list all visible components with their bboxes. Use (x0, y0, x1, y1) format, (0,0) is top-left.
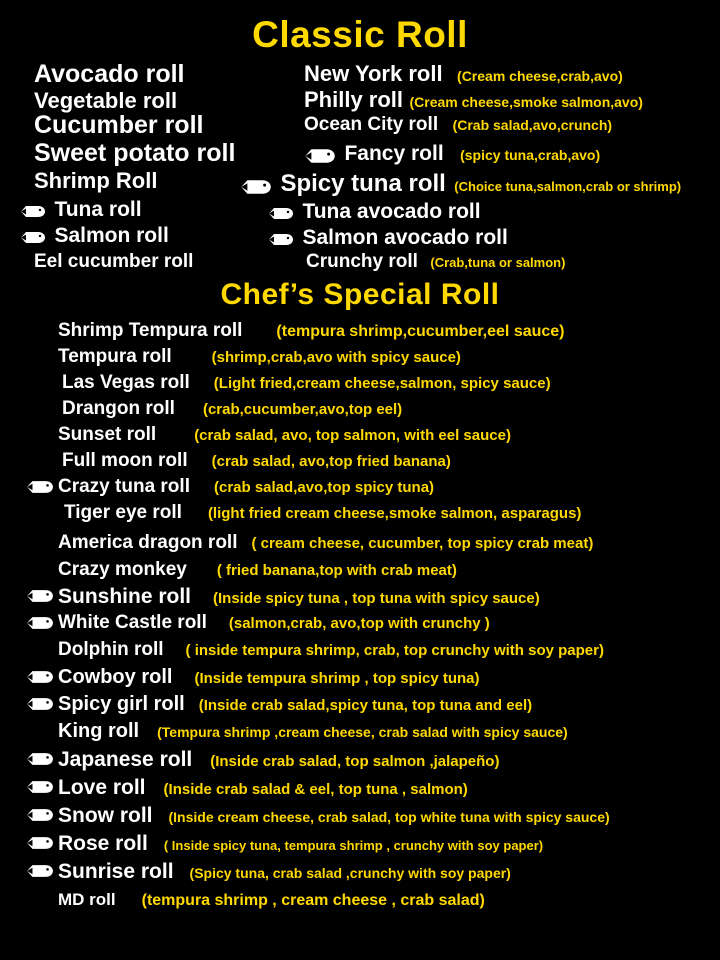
item-description: (Crab salad,avo,crunch) (452, 117, 613, 133)
list-item (62, 398, 402, 420)
list-item (268, 200, 481, 224)
item-name: Cucumber roll (34, 111, 204, 139)
item-name: Full moon roll (62, 450, 188, 471)
item-description: ( fried banana,top with crab meat) (216, 562, 457, 579)
list-item (20, 198, 142, 222)
item-name: Salmon roll (54, 224, 169, 247)
item-name: Love roll (58, 776, 146, 799)
fish-icon (26, 480, 54, 499)
item-name: Las Vegas roll (62, 372, 190, 393)
chef-special-roll-list (0, 318, 720, 948)
item-name: Crazy tuna roll (58, 476, 190, 497)
fish-icon (26, 616, 54, 635)
item-name: Tempura roll (58, 346, 172, 367)
item-name: New York roll (304, 61, 443, 86)
item-description: (Inside tempura shrimp , top spicy tuna) (194, 670, 480, 687)
item-description: (salmon,crab, avo,top with crunchy ) (228, 615, 490, 632)
fish-icon (268, 207, 294, 220)
fish-icon (26, 836, 54, 855)
list-item (58, 666, 480, 689)
item-description: (spicy tuna,crab,avo) (460, 147, 601, 163)
list-item (58, 832, 543, 856)
list-item (34, 139, 235, 168)
fish-icon (26, 589, 54, 608)
list-item (58, 890, 485, 910)
item-name: Sunrise roll (58, 860, 174, 883)
list-item (58, 424, 511, 446)
list-item (304, 142, 600, 166)
item-name: Vegetable roll (34, 88, 178, 113)
item-name: Rose roll (58, 832, 148, 855)
fish-icon (26, 864, 54, 883)
item-name: Japanese roll (58, 748, 193, 771)
item-name: King roll (58, 720, 140, 742)
item-name: Fancy roll (344, 142, 444, 165)
item-description: (Light fried,cream cheese,salmon, spicy sauce) (213, 375, 551, 392)
list-item (34, 168, 157, 194)
item-description: (tempura shrimp , cream cheese , crab salad) (141, 892, 485, 909)
list-item (58, 776, 468, 800)
item-name: Salmon avocado roll (302, 226, 508, 249)
item-name: Spicy girl roll (58, 693, 185, 715)
item-name: Crunchy roll (306, 251, 418, 272)
list-item (34, 251, 193, 273)
list-item (268, 226, 508, 250)
item-name: White Castle roll (58, 612, 207, 633)
list-item (304, 87, 643, 113)
list-item (58, 860, 511, 884)
item-name: America dragon roll (58, 532, 238, 553)
list-item (58, 559, 457, 581)
item-name: Drangon roll (62, 398, 175, 419)
item-description: (Inside crab salad, top salmon ,jalapeño) (210, 753, 500, 770)
fish-icon (26, 808, 54, 827)
item-description: (crab salad, avo, top salmon, with eel sauce) (194, 427, 511, 444)
item-name: Eel cucumber roll (34, 251, 194, 272)
item-description: ( cream cheese, cucumber, top spicy crab meat) (251, 535, 594, 552)
item-name: Sweet potato roll (34, 139, 236, 167)
item-description: (Inside spicy tuna , top tuna with spicy sauce) (213, 590, 540, 607)
item-name: Spicy tuna roll (280, 170, 446, 197)
item-name: MD roll (58, 890, 116, 909)
item-name: Tuna avocado roll (302, 200, 481, 223)
item-name: Tuna roll (54, 198, 142, 221)
item-description: (Cream cheese,crab,avo) (457, 68, 623, 84)
item-description: (Cream cheese,smoke salmon,avo) (409, 94, 643, 110)
item-name: Crazy monkey (58, 559, 187, 580)
item-name: Sunset roll (58, 424, 157, 445)
list-item (58, 639, 604, 661)
fish-icon (26, 670, 54, 689)
list-item (62, 450, 451, 472)
item-name: Philly roll (304, 87, 404, 112)
list-item (58, 720, 568, 743)
item-description: (crab salad,avo,top spicy tuna) (213, 479, 435, 496)
item-name: Shrimp Tempura roll (58, 320, 243, 341)
item-name: Cowboy roll (58, 666, 173, 688)
item-description: (Tempura shrimp ,cream cheese, crab salad with spicy sauce) (157, 724, 568, 740)
item-name: Sunshine roll (58, 585, 192, 608)
fish-icon (304, 148, 336, 164)
chef-special-roll-title: Chef’s Special Roll (220, 278, 500, 311)
list-item (58, 585, 540, 609)
list-item (306, 251, 565, 273)
fish-icon (26, 780, 54, 799)
item-name: Ocean City roll (304, 114, 439, 135)
item-description: ( inside tempura shrimp, crab, top crunchy with soy paper) (185, 642, 604, 659)
list-item (58, 346, 461, 368)
item-description: (Spicy tuna, crab salad ,crunchy with soy paper) (189, 865, 511, 881)
item-name: Snow roll (58, 804, 153, 827)
classic-roll-list (0, 60, 720, 272)
list-item (64, 502, 581, 524)
item-name: Tiger eye roll (64, 502, 182, 523)
list-item (62, 372, 551, 394)
item-description: (shrimp,crab,avo with spicy sauce) (211, 349, 461, 366)
list-item (58, 693, 532, 716)
item-name: Dolphin roll (58, 639, 164, 660)
item-description: (Inside crab salad,spicy tuna, top tuna and eel) (198, 697, 533, 714)
list-item (304, 61, 623, 87)
list-item (58, 804, 610, 828)
list-item (58, 532, 593, 554)
item-description: ( Inside spicy tuna, tempura shrimp , crunchy with soy paper) (163, 838, 544, 853)
list-item (34, 111, 203, 140)
list-item (58, 748, 499, 772)
item-description: (Inside cream cheese, crab salad, top white tuna with spicy sauce) (168, 809, 610, 825)
item-description: (crab salad, avo,top fried banana) (211, 453, 451, 470)
list-item (58, 320, 565, 342)
item-name: Shrimp Roll (34, 168, 158, 193)
list-item (20, 224, 169, 248)
item-description: (tempura shrimp,cucumber,eel sauce) (276, 323, 565, 340)
item-name: Avocado roll (34, 60, 185, 88)
fish-icon (20, 205, 46, 218)
fish-icon (240, 179, 272, 195)
fish-icon (26, 697, 54, 716)
fish-icon (26, 752, 54, 771)
list-item (304, 114, 612, 136)
item-description: (light fried cream cheese,smoke salmon, asparagus) (207, 505, 582, 522)
item-description: (Inside crab salad & eel, top tuna , salmon) (163, 781, 468, 798)
list-item (34, 60, 185, 89)
item-description: (Crab,tuna or salmon) (430, 255, 566, 270)
list-item (240, 170, 681, 198)
item-description: (Choice tuna,salmon,crab or shrimp) (454, 179, 682, 194)
list-item (58, 612, 490, 634)
classic-roll-title: Classic Roll (252, 14, 468, 55)
item-description: (crab,cucumber,avo,top eel) (202, 401, 403, 418)
fish-icon (268, 233, 294, 246)
list-item (58, 476, 434, 498)
fish-icon (20, 231, 46, 244)
